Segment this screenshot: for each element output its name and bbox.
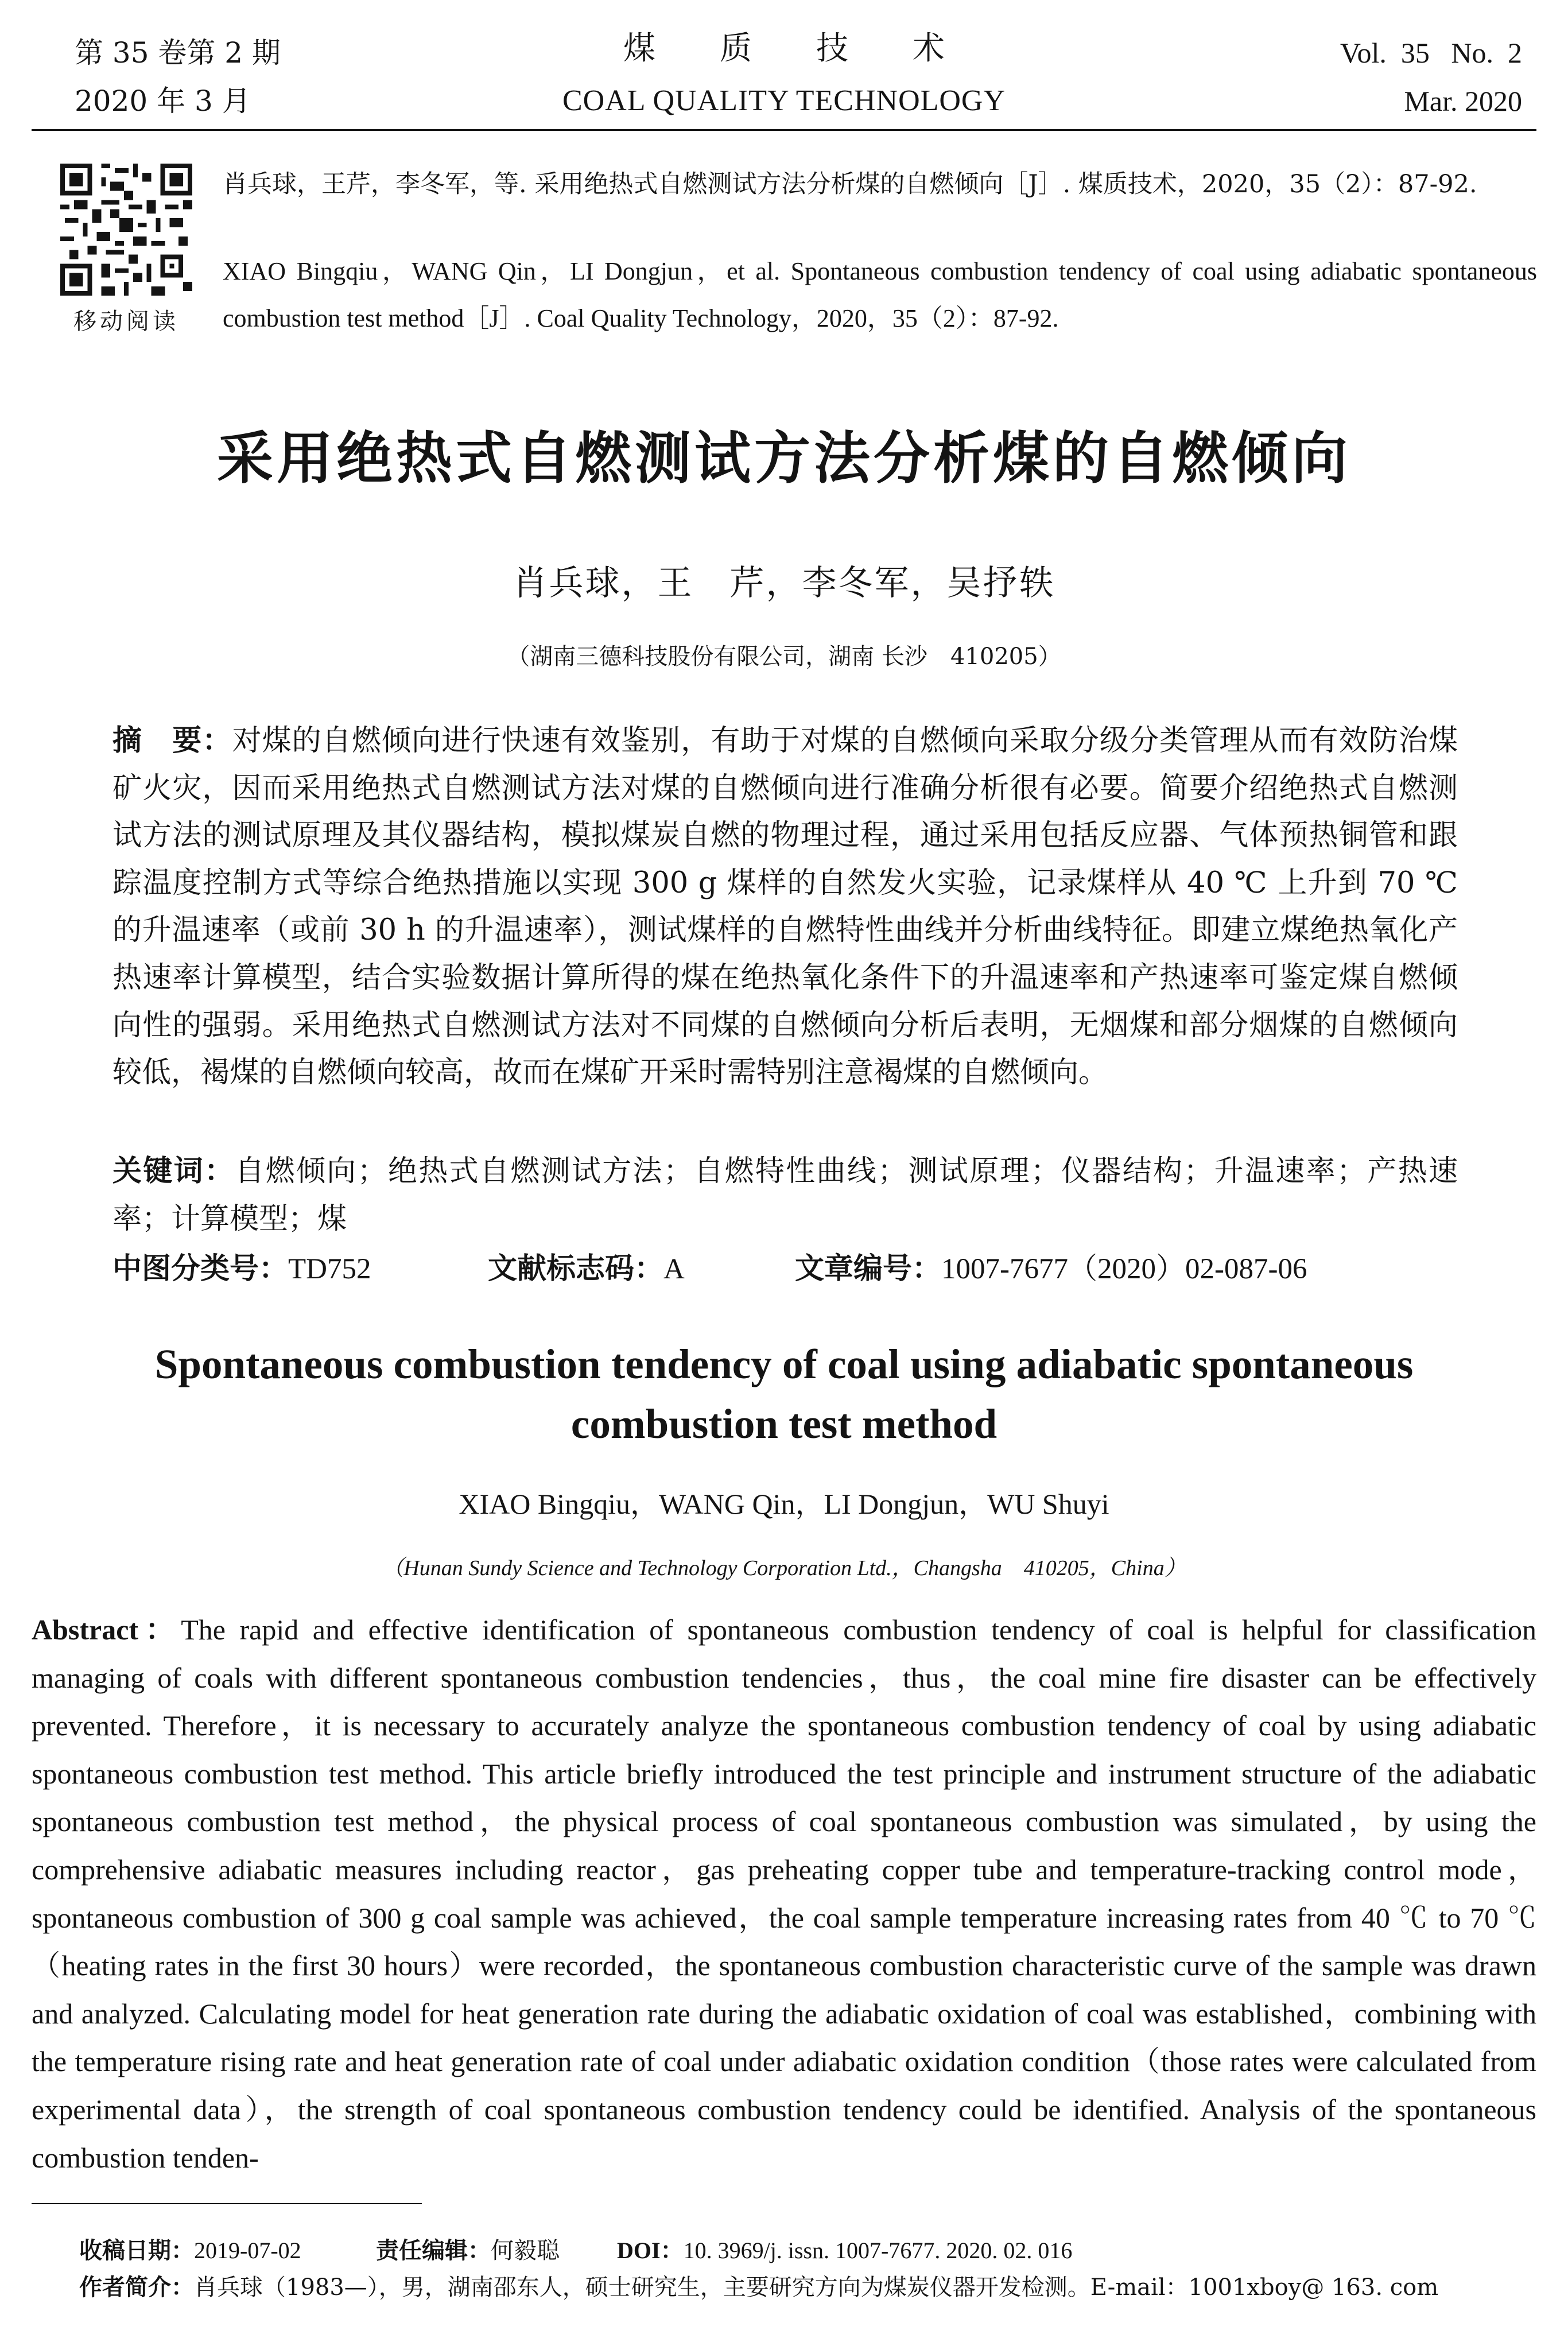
received-value: 2019-07-02 — [194, 2238, 301, 2263]
qr-caption: 移动阅读 — [73, 308, 179, 335]
issue-date-en: Mar. 2020 — [1404, 85, 1522, 117]
header-rule — [32, 129, 1536, 131]
keywords-zh-text: 自燃倾向；绝热式自燃测试方法；自燃特性曲线；测试原理；仪器结构；升温速率；产热速率；计算模型；煤 — [112, 1154, 1458, 1236]
keywords-zh-label: 关键词： — [112, 1154, 235, 1188]
article-value: 1007-7677（2020）02-087-06 — [941, 1253, 1307, 1285]
received-date — [79, 2234, 301, 2267]
abstract-en-text: The rapid and effective identification of spontaneous combustion tendency of coal is helpful for classification managing of coals with different spontaneous combustion tendencies，thus，the coal mine fire disaster can be effectively prevented. Therefore，it is necessary to accurately analyze the spontaneous combustion tendency of coal by using adiabatic spontaneous combustion test method. This article briefly introduced the test principle and instrument structure of the adiabatic spontaneous combustion test method，the physical process of coal spontaneous combustion was simulated，by using the comprehensive adiabatic measures including reactor，gas preheating copper tube and temperature-tracking control mode，spontaneous combustion of 300 g coal sample was achieved，the coal sample temperature increasing rates from 40 ℃ to 70 ℃（heating rates in the first 30 hours）were recorded，the spontaneous combustion characteristic curve of the sample was drawn and analyzed. Calculating model for heat generation rate during the adiabatic oxidation of coal was established，combining with the temperature rising rate and heat generation rate of coal under adiabatic oxidation condition（those rates were calculated from experimental data），the strength of coal spontaneous combustion tendency could be identified. Analysis of the spontaneous combustion tenden- — [32, 1614, 1536, 2174]
abstract-en-label: Abstract： — [32, 1614, 181, 1646]
journal-name-zh: 煤 质 技 术 — [623, 30, 945, 67]
author-bio-text: 肖兵球（1983—），男，湖南邵东人，硕士研究生，主要研究方向为煤炭仪器开发检测。E-mail：1001xboy@ 163. com — [194, 2274, 1439, 2301]
authors-en: XIAO Bingqiu，WANG Qin，LI Dongjun，WU Shuyi — [459, 1488, 1109, 1520]
abstract-en — [32, 1606, 1536, 2182]
abstract-zh-text: 对煤的自燃倾向进行快速有效鉴别，有助于对煤的自燃倾向采取分级分类管理从而有效防治煤矿火灾，因而采用绝热式自燃测试方法对煤的自燃倾向进行准确分析很有必要。简要介绍绝热式自燃测试方法的测试原理及其仪器结构，模拟煤炭自燃的物理过程，通过采用包括反应器、气体预热铜管和跟踪温度控制方式等综合绝热措施以实现 300 g 煤样的自然发火实验，记录煤样从 40 ℃ 上升到 70 ℃ 的升温速率（或前 30 h 的升温速率），测试煤样的自燃特性曲线并分析曲线特征。即建立煤绝热氧化产热速率计算模型，结合实验数据计算所得的煤在绝热氧化条件下的升温速率和产热速率可鉴定煤自燃倾向性的强弱。采用绝热式自燃测试方法对不同煤的自燃倾向分析后表明，无烟煤和部分烟煤的自燃倾向较低，褐煤的自燃倾向较高，故而在煤矿开采时需特别注意褐煤的自燃倾向。 — [112, 724, 1458, 1090]
footnote-rule — [32, 2203, 422, 2204]
classification-row — [112, 1246, 371, 1293]
received-label: 收稿日期： — [79, 2238, 194, 2264]
editor-label: 责任编辑： — [376, 2238, 491, 2264]
authors-zh: 肖兵球，王 芹，李冬军，吴抒轶 — [513, 563, 1055, 603]
article-label: 文章编号： — [795, 1252, 942, 1286]
abstract-zh — [112, 718, 1458, 1097]
citation-en: XIAO Bingqiu，WANG Qin，LI Dongjun，et al. Spontaneous combustion tendency of coal using adiabatic spontaneous combustion test method［J］. Coal Quality Technology，2020，35（2）：87-92. — [223, 257, 1537, 332]
editor — [376, 2234, 560, 2267]
doi-value[interactable]: 10. 3969/j. issn. 1007-7677. 2020. 02. 016 — [683, 2238, 1073, 2263]
author-bio-label: 作者简介： — [79, 2274, 194, 2301]
issue-volume-zh: 第 35 卷第 2 期 — [75, 36, 281, 69]
affiliation-zh: （湖南三德科技股份有限公司，湖南 长沙 410205） — [507, 643, 1061, 670]
paper-title-zh: 采用绝热式自燃测试方法分析煤的自燃倾向 — [216, 426, 1351, 491]
keywords-zh — [112, 1148, 1458, 1243]
article-number — [795, 1246, 1307, 1293]
doc-value: A — [663, 1253, 685, 1285]
doc-label: 文献标志码： — [488, 1252, 664, 1286]
doc-code — [488, 1246, 685, 1293]
editor-value: 何毅聪 — [491, 2238, 560, 2264]
issue-date-zh: 2020 年 3 月 — [75, 84, 251, 118]
abstract-zh-label: 摘 要： — [112, 724, 232, 758]
paper-title-en: Spontaneous combustion tendency of coal using adiabatic spontaneous combustion test method — [154, 1341, 1414, 1447]
doi — [617, 2234, 1072, 2267]
journal-name-en: COAL QUALITY TECHNOLOGY — [562, 84, 1006, 117]
affiliation-en: （Hunan Sundy Science and Technology Corporation Ltd.，Changsha 410205，China） — [382, 1556, 1186, 1580]
citation-zh: 肖兵球，王芹，李冬军，等. 采用绝热式自燃测试方法分析煤的自燃倾向［J］. 煤质技术，2020，35（2）：87-92. — [223, 170, 1477, 199]
author-bio — [79, 2271, 1438, 2304]
clc-value: TD752 — [288, 1253, 371, 1285]
clc-label: 中图分类号： — [112, 1252, 289, 1286]
issue-volume-en: Vol. 35 No. 2 — [1340, 37, 1522, 69]
doi-label: DOI： — [617, 2238, 684, 2263]
qr-code-icon[interactable] — [60, 164, 192, 296]
